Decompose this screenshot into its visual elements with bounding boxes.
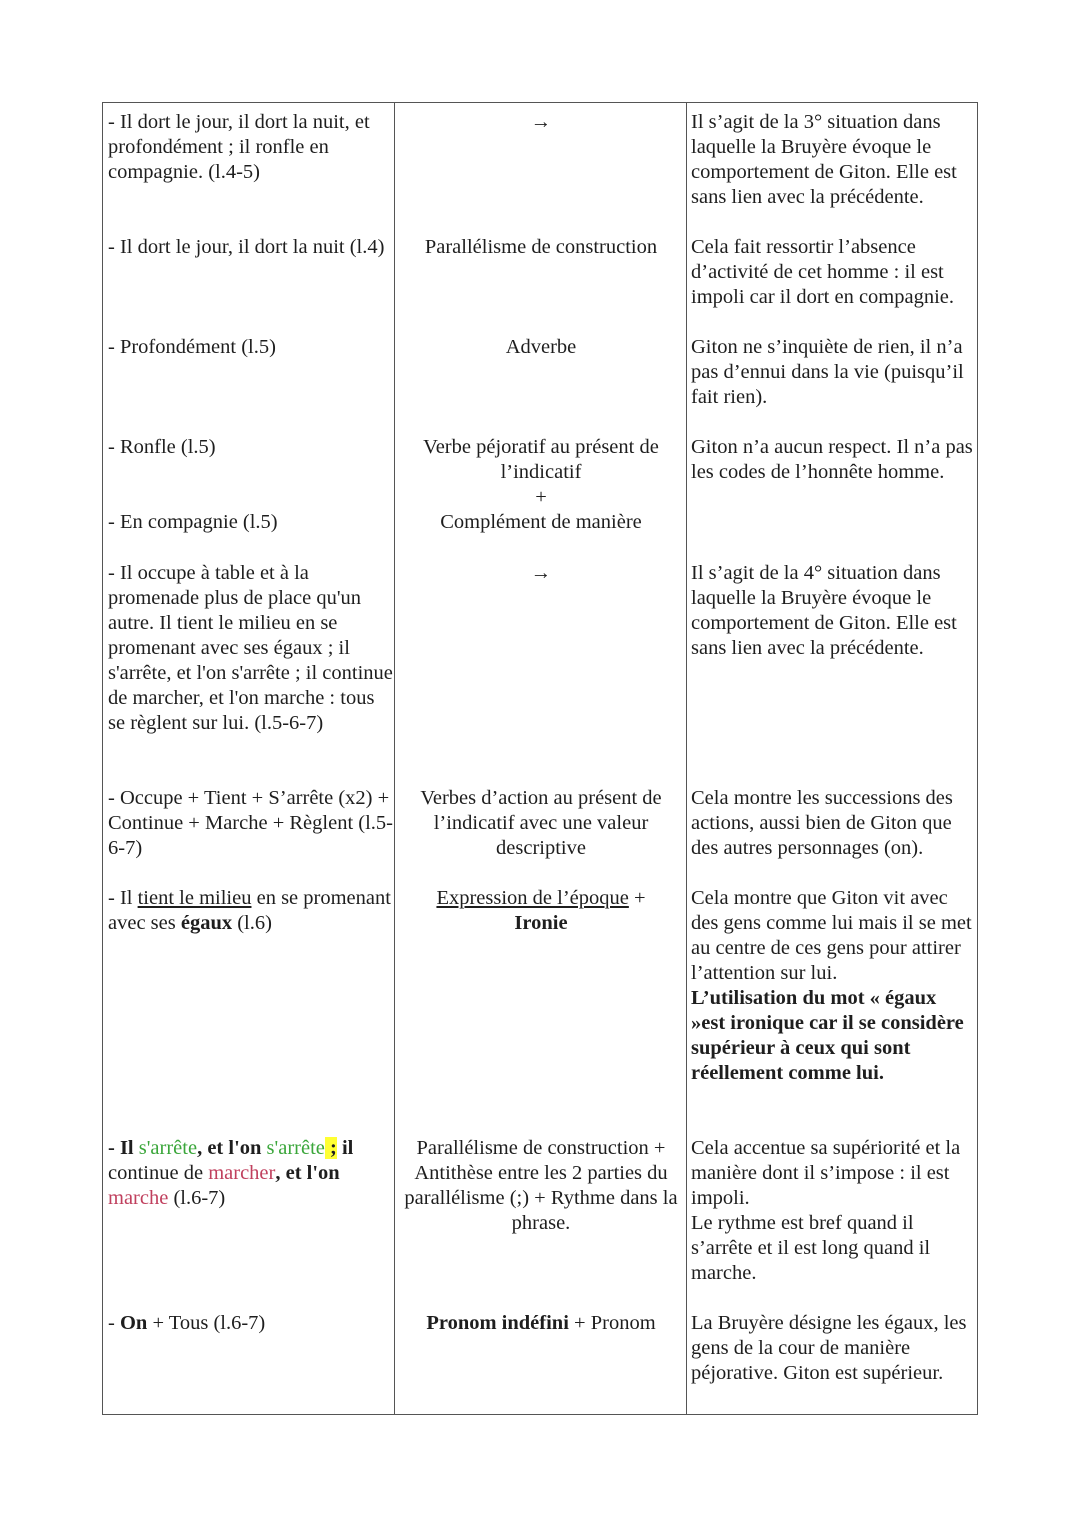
- quote-cell: - Profondément (l.5): [108, 336, 276, 358]
- quote-text: (l.6-7): [168, 1187, 226, 1209]
- interpretation-cell: [691, 886, 975, 1086]
- quote-text: (l.6): [232, 912, 272, 934]
- device-line: Complément de manière: [440, 511, 642, 533]
- green-word: s'arrête: [138, 1137, 198, 1159]
- arrow-cell: →: [530, 562, 552, 584]
- plus-sign: +: [535, 486, 547, 508]
- plus-sign: +: [628, 887, 646, 909]
- quote-cell: - En compagnie (l.5): [108, 511, 278, 533]
- device-cell: Adverbe: [505, 336, 577, 358]
- device-cell: [398, 435, 684, 535]
- interpretation-cell: La Bruyère désigne les égaux, les gens de la cour de manière péjorative. Giton est supérieur.: [691, 1312, 967, 1384]
- bold-word: On: [119, 1312, 148, 1334]
- column-divider: [686, 103, 687, 1414]
- device-cell: Verbes d’action au présent de l’indicatif avec une valeur descriptive: [420, 787, 662, 859]
- interpretation-cell: Il s’agit de la 3° situation dans laquelle la Bruyère évoque le comportement de Giton. Elle est sans lien avec la précédente.: [691, 111, 957, 208]
- analysis-table: [102, 102, 978, 1415]
- device-cell: Parallélisme de construction + Antithèse entre les 2 parties du parallélisme (;) + Rythme dans la phrase.: [404, 1137, 678, 1234]
- interpretation-cell: Giton n’a aucun respect. Il n’a pas les codes de l’honnête homme.: [691, 436, 973, 483]
- device-line: Verbe péjoratif au présent de l’indicatif: [423, 436, 659, 483]
- quote-text: - Il: [108, 887, 138, 909]
- column-divider: [394, 103, 395, 1414]
- device-line: [398, 886, 684, 911]
- highlighted-semicolon: ;: [324, 1137, 337, 1159]
- quote-cell: - Il occupe à table et à la promenade plus de place qu'un autre. Il tient le milieu en se promenant avec ses égaux ; il s'arrête, et l'on s'arrête ; il continue de marcher, et l'on marche : tous se règlent sur lui. (l.5-6-7): [108, 562, 393, 734]
- bold-word: - Il: [108, 1137, 139, 1159]
- red-word: marche: [108, 1187, 169, 1209]
- quote-cell: - Il dort le jour, il dort la nuit, et profondément ; il ronfle en compagnie. (l.4-5): [108, 111, 370, 183]
- quote-cell: [108, 886, 393, 936]
- device-cell: Parallélisme de construction: [424, 236, 658, 258]
- bold-word: , et l'on: [197, 1137, 267, 1159]
- interpretation-text: Cela accentue sa supériorité et la manière dont il s’impose : il est impoli.: [691, 1137, 961, 1209]
- bold-word: il: [336, 1137, 354, 1159]
- underlined-expression: tient le milieu: [137, 887, 252, 909]
- quote-cell: [108, 1136, 393, 1211]
- bold-word: Pronom indéfini: [426, 1312, 569, 1334]
- bold-word: , et l'on: [275, 1162, 340, 1184]
- interpretation-text: Cela montre que Giton vit avec des gens comme lui mais il se met au centre de ces gens pour attirer l’attention sur lui.: [691, 887, 972, 984]
- interpretation-cell: Il s’agit de la 4° situation dans laquelle la Bruyère évoque le comportement de Giton. Elle est sans lien avec la précédente.: [691, 562, 957, 659]
- interpretation-text: Le rythme est bref quand il s’arrête et il est long quand il marche.: [691, 1212, 931, 1284]
- quote-text: en se promenant avec ses: [108, 887, 391, 934]
- quote-text: continue de: [108, 1162, 209, 1184]
- arrow-cell: →: [530, 111, 552, 133]
- interpretation-cell: Cela fait ressortir l’absence d’activité de cet homme : il est impoli car il dort en compagnie.: [691, 236, 955, 308]
- device-cell: [398, 886, 684, 936]
- interpretation-cell: Giton ne s’inquiète de rien, il n’a pas d’ennui dans la vie (puisqu’il fait rien).: [691, 336, 964, 408]
- interpretation-cell: Cela montre les successions des actions, aussi bien de Giton que des autres personnages (on).: [691, 787, 953, 859]
- quote-cell: - Ronfle (l.5): [108, 436, 216, 458]
- quote-text: + Tous (l.6-7): [147, 1312, 266, 1334]
- quote-text: -: [108, 1312, 120, 1334]
- interpretation-cell: [691, 1136, 975, 1286]
- quote-cell: [108, 1311, 393, 1336]
- red-word: marcher: [208, 1162, 276, 1184]
- device-cell: [398, 1311, 684, 1336]
- quote-cell: - Il dort le jour, il dort la nuit (l.4): [108, 236, 385, 258]
- green-word: s'arrête: [266, 1137, 325, 1159]
- quote-cell: - Occupe + Tient + S’arrête (x2) + Continue + Marche + Règlent (l.5-6-7): [108, 787, 393, 859]
- device-text: + Pronom: [568, 1312, 656, 1334]
- interpretation-bold-text: L’utilisation du mot « égaux »est ironique car il se considère supérieur à ceux qui sont réellement comme lui.: [691, 987, 964, 1084]
- underlined-expression: Expression de l’époque: [436, 887, 629, 909]
- device-line: Ironie: [514, 912, 568, 934]
- bold-word: égaux: [180, 912, 233, 934]
